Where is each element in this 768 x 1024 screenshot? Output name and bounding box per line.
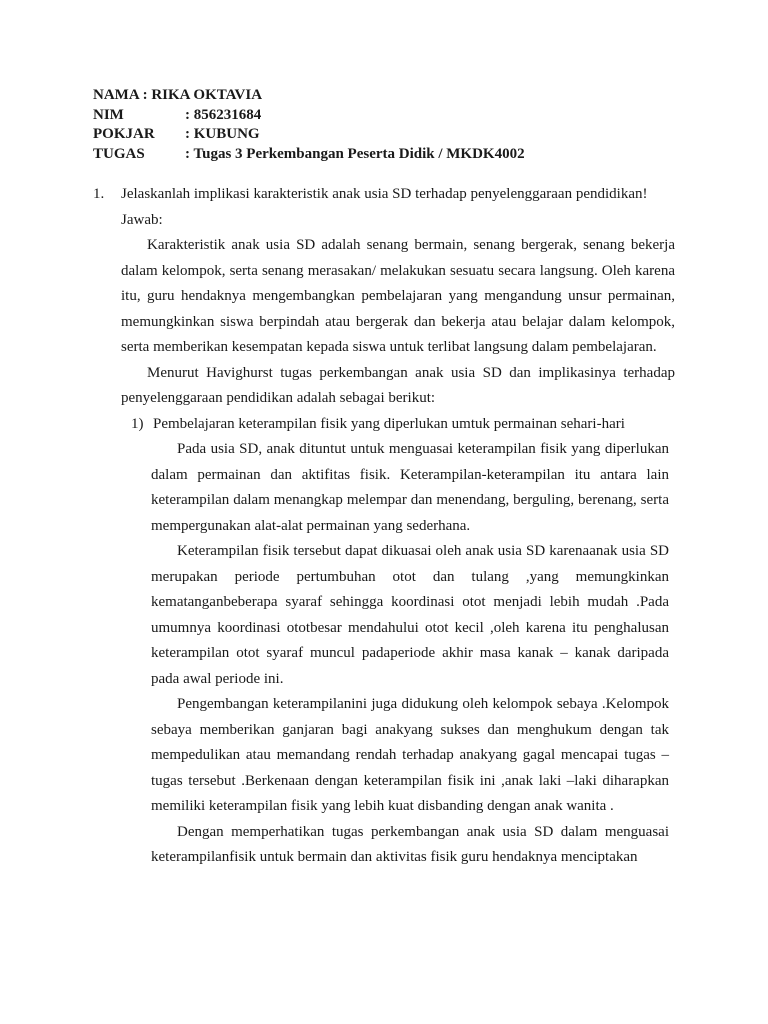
sub-paragraph: Pengembangan keterampilanini juga didukung oleh kelompok sebaya .Kelompok sebaya memberikan ganjaran bagi anakyang sukses dan menghukum dengan tak mempedulikan atau memandang rendah terhadap anakyang gagal mencapai tugas – tugas tersebut .Berkenaan dengan keterampilan fisik ini ,anak laki –laki diharapkan memiliki keterampilan fisik yang lebih kuat disbanding dengan anak wanita . — [151, 696, 669, 814]
answer-paragraph: Karakteristik anak usia SD adalah senang bermain, senang bergerak, senang bekerja dalam kelompok, serta senang merasakan/ melakukan sesuatu secara langsung. Oleh karena itu, guru hendaknya mengembangkan pembelajaran yang mengandung unsur permainan, memungkinkan siswa berpindah atau bergerak dan bekerja atau belajar dalam kelompok, serta memberikan kesempatan kepada siswa untuk terlibat langsung dalam pembelajaran. — [121, 237, 675, 355]
nim-value: : 856231684 — [185, 106, 262, 123]
sub-point-title: Pembelajaran keterampilan fisik yang diperlukan umtuk permainan sehari-hari — [153, 415, 625, 432]
question-text: Jelaskanlah implikasi karakteristik anak usia SD terhadap penyelenggaraan pendidikan! — [121, 186, 648, 202]
tugas-value: : Tugas 3 Perkembangan Peserta Didik / MKDK4002 — [185, 145, 525, 162]
question-body — [121, 182, 675, 871]
header-row-tugas — [93, 145, 693, 165]
answer-paragraph: Menurut Havighurst tugas perkembangan anak usia SD dan implikasinya terhadap penyelenggaraan pendidikan adalah sebagai berikut: — [121, 364, 675, 406]
sub-paragraph: Keterampilan fisik tersebut dapat dikuasai oleh anak usia SD karenaanak usia SD merupakan periode pertumbuhan otot dan tulang ,yang memungkinkan kematanganbeberapa syaraf sehingga koordinasi otot menjadi lebih mudah .Pada umumnya koordinasi ototbesar mendahului otot kecil ,oleh karena itu penghalusan keterampilan otot syaraf muncul padaperiode akhir masa kanak – kanak daripada pada awal periode ini. — [151, 543, 669, 687]
sub-paragraph: Dengan memperhatikan tugas perkembangan anak usia SD dalam menguasai keterampilanfisik untuk bermain dan aktivitas fisik guru hendaknya menciptakan — [151, 823, 669, 865]
header-row-nim — [93, 106, 693, 126]
header-row-pokjar — [93, 125, 693, 145]
sub-point-number: 1) — [131, 415, 144, 432]
sub-point-body — [151, 437, 669, 871]
question-1 — [93, 182, 675, 871]
question-number: 1. — [93, 186, 105, 202]
sub-paragraph: Pada usia SD, anak dituntut untuk menguasai keterampilan fisik yang diperlukan dalam permainan dan aktifitas fisik. Keterampilan-keterampilan itu antara lain keterampilan dalam menangkap melempar dan menendang, berguling, berenang, serta mempergunakan alat-alat permainan yang sederhana. — [151, 441, 669, 534]
tugas-label: TUGAS — [93, 145, 145, 162]
answer-label: Jawab: — [121, 211, 163, 228]
nama-line: NAMA : RIKA OKTAVIA — [93, 87, 263, 103]
pokjar-label: POKJAR — [93, 126, 155, 142]
sub-point-1 — [131, 412, 675, 871]
student-info-header — [93, 86, 693, 164]
pokjar-value: : KUBUNG — [185, 126, 260, 142]
nim-label: NIM — [93, 106, 124, 123]
header-row-nama — [93, 86, 693, 106]
